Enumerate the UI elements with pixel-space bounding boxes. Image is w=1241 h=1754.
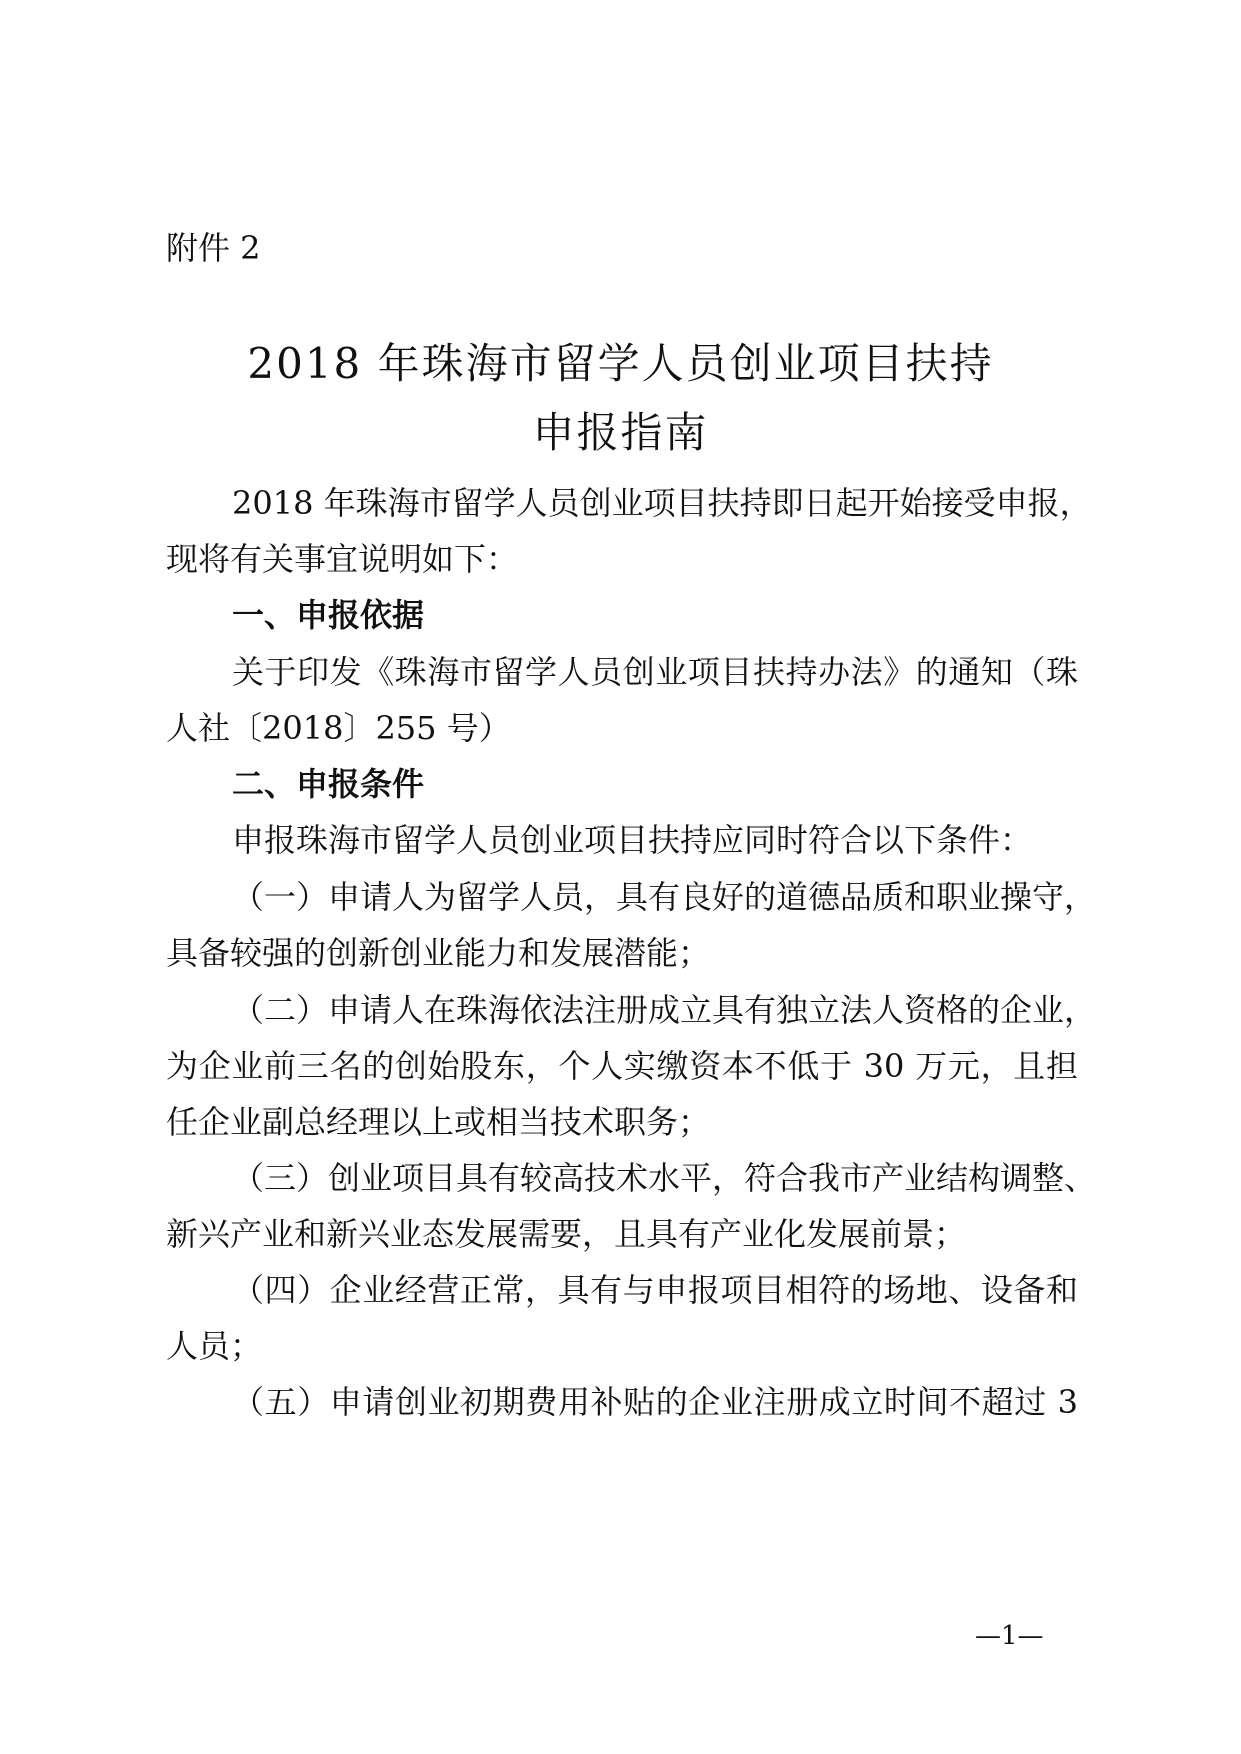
page-number: —1— — [975, 1621, 1044, 1651]
condition-2-line-3: 任企业副总经理以上或相当技术职务； — [166, 1103, 711, 1141]
basis-paragraph-line-1: 关于印发《珠海市留学人员创业项目扶持办法》的通知（珠 — [232, 653, 1078, 691]
conditions-intro: 申报珠海市留学人员创业项目扶持应同时符合以下条件： — [232, 821, 1033, 859]
condition-1-line-2: 具备较强的创新创业能力和发展潜能； — [166, 934, 711, 972]
section-heading-basis: 一、申报依据 — [232, 596, 425, 634]
basis-paragraph-line-2: 人社〔2018〕255 号） — [166, 709, 511, 747]
intro-paragraph-line-2: 现将有关事宜说明如下： — [166, 540, 519, 578]
attachment-label: 附件 2 — [166, 229, 261, 267]
condition-3-line-2: 新兴产业和新兴业态发展需要，且具有产业化发展前景； — [166, 1215, 967, 1253]
condition-1-line-1: （一）申请人为留学人员，具有良好的道德品质和职业操守， — [232, 878, 1097, 916]
document-title-line-1: 2018 年珠海市留学人员创业项目扶持 — [247, 339, 994, 388]
condition-4-line-2: 人员； — [166, 1327, 263, 1365]
section-heading-conditions: 二、申报条件 — [232, 765, 425, 803]
condition-2-line-1: （二）申请人在珠海依法注册成立具有独立法人资格的企业， — [232, 991, 1097, 1029]
condition-3-line-1: （三）创业项目具有较高技术水平，符合我市产业结构调整、 — [232, 1159, 1097, 1197]
condition-4-line-1: （四）企业经营正常，具有与申报项目相符的场地、设备和 — [232, 1271, 1078, 1309]
condition-2-line-2: 为企业前三名的创始股东，个人实缴资本不低于 30 万元，且担 — [166, 1047, 1078, 1085]
condition-5-line-1: （五）申请创业初期费用补贴的企业注册成立时间不超过 3 — [232, 1383, 1078, 1421]
document-title-line-2: 申报指南 — [532, 408, 709, 457]
intro-paragraph-line-1: 2018 年珠海市留学人员创业项目扶持即日起开始接受申报， — [232, 484, 1092, 522]
